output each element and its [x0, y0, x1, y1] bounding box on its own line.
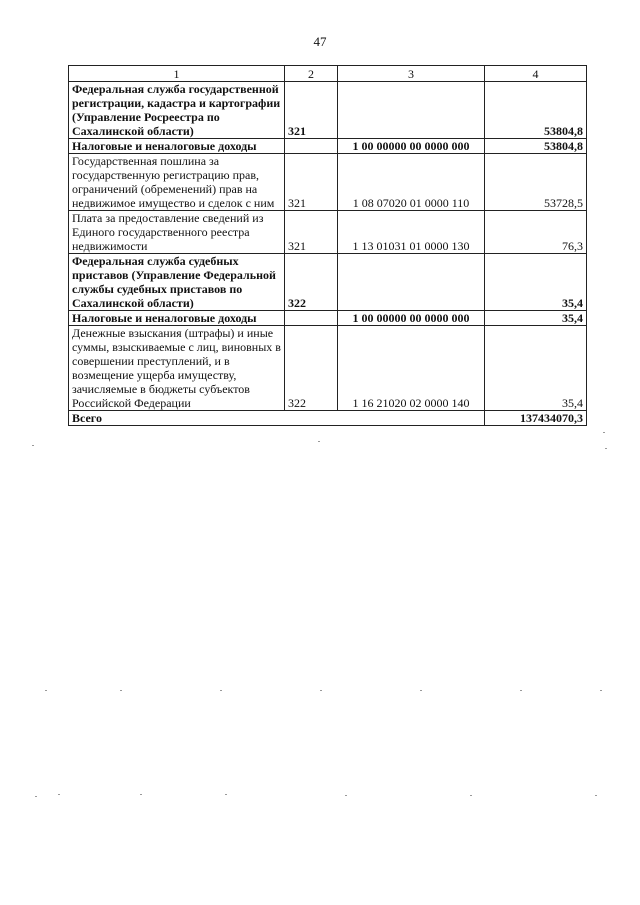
scan-speck	[345, 795, 347, 796]
row-name: Федеральная служба судебных приставов (Управление Федеральной службы судебных приставов по Сахалинской области)	[69, 254, 285, 311]
row-name: Налоговые и неналоговые доходы	[69, 139, 285, 154]
scan-speck	[603, 432, 605, 433]
column-header-1: 1	[69, 66, 285, 82]
scan-speck	[600, 690, 602, 691]
table-row	[69, 139, 587, 154]
row-kbk: 1 16 21020 02 0000 140	[338, 326, 485, 411]
scan-speck	[45, 690, 47, 691]
scan-speck	[35, 796, 37, 797]
row-kbk: 1 00 00000 00 0000 000	[338, 139, 485, 154]
scan-speck	[605, 448, 607, 449]
page-number: 47	[313, 34, 327, 49]
scan-speck	[58, 794, 60, 795]
scan-speck	[220, 690, 222, 691]
total-amount: 137434070,3	[485, 411, 587, 426]
scan-speck	[318, 441, 320, 442]
table-header-row	[69, 66, 587, 82]
scan-speck	[225, 794, 227, 795]
table-row	[69, 326, 587, 411]
scan-speck	[520, 690, 522, 691]
row-amount: 35,4	[485, 254, 587, 311]
scan-speck	[595, 795, 597, 796]
row-kbk	[338, 254, 485, 311]
row-admin-code: 322	[285, 254, 338, 311]
row-amount: 76,3	[485, 211, 587, 254]
scan-speck	[470, 795, 472, 796]
scan-speck	[140, 794, 142, 795]
row-amount: 53804,8	[485, 82, 587, 139]
row-admin-code	[285, 139, 338, 154]
column-header-2: 2	[285, 66, 338, 82]
row-name: Налоговые и неналоговые доходы	[69, 311, 285, 326]
revenue-table	[68, 65, 587, 426]
row-kbk: 1 00 00000 00 0000 000	[338, 311, 485, 326]
row-admin-code: 321	[285, 154, 338, 211]
row-name: Плата за предоставление сведений из Единого государственного реестра недвижимости	[69, 211, 285, 254]
table-row	[69, 82, 587, 139]
row-name: Федеральная служба государственной регистрации, кадастра и картографии (Управление Росреестра по Сахалинской области)	[69, 82, 285, 139]
row-amount: 53804,8	[485, 139, 587, 154]
row-kbk	[338, 82, 485, 139]
row-kbk: 1 08 07020 01 0000 110	[338, 154, 485, 211]
scan-speck	[420, 690, 422, 691]
row-amount: 35,4	[485, 311, 587, 326]
row-admin-code: 321	[285, 211, 338, 254]
scan-speck	[120, 690, 122, 691]
scan-speck	[32, 445, 34, 446]
row-admin-code	[285, 311, 338, 326]
table-row	[69, 154, 587, 211]
column-header-4: 4	[485, 66, 587, 82]
total-row	[69, 411, 587, 426]
row-name: Денежные взыскания (штрафы) и иные суммы, взыскиваемые с лиц, виновных в совершении преступлений, и в возмещение ущерба имуществу, зачисляемые в бюджеты субъектов Российской Федерации	[69, 326, 285, 411]
column-header-3: 3	[338, 66, 485, 82]
table-row	[69, 211, 587, 254]
total-label: Всего	[69, 411, 485, 426]
table-row	[69, 254, 587, 311]
row-kbk: 1 13 01031 01 0000 130	[338, 211, 485, 254]
row-amount: 53728,5	[485, 154, 587, 211]
row-admin-code: 321	[285, 82, 338, 139]
scan-speck	[320, 690, 322, 691]
table-row	[69, 311, 587, 326]
row-admin-code: 322	[285, 326, 338, 411]
row-amount: 35,4	[485, 326, 587, 411]
row-name: Государственная пошлина за государственную регистрацию прав, ограничений (обременений) прав на недвижимое имущество и сделок с ним	[69, 154, 285, 211]
